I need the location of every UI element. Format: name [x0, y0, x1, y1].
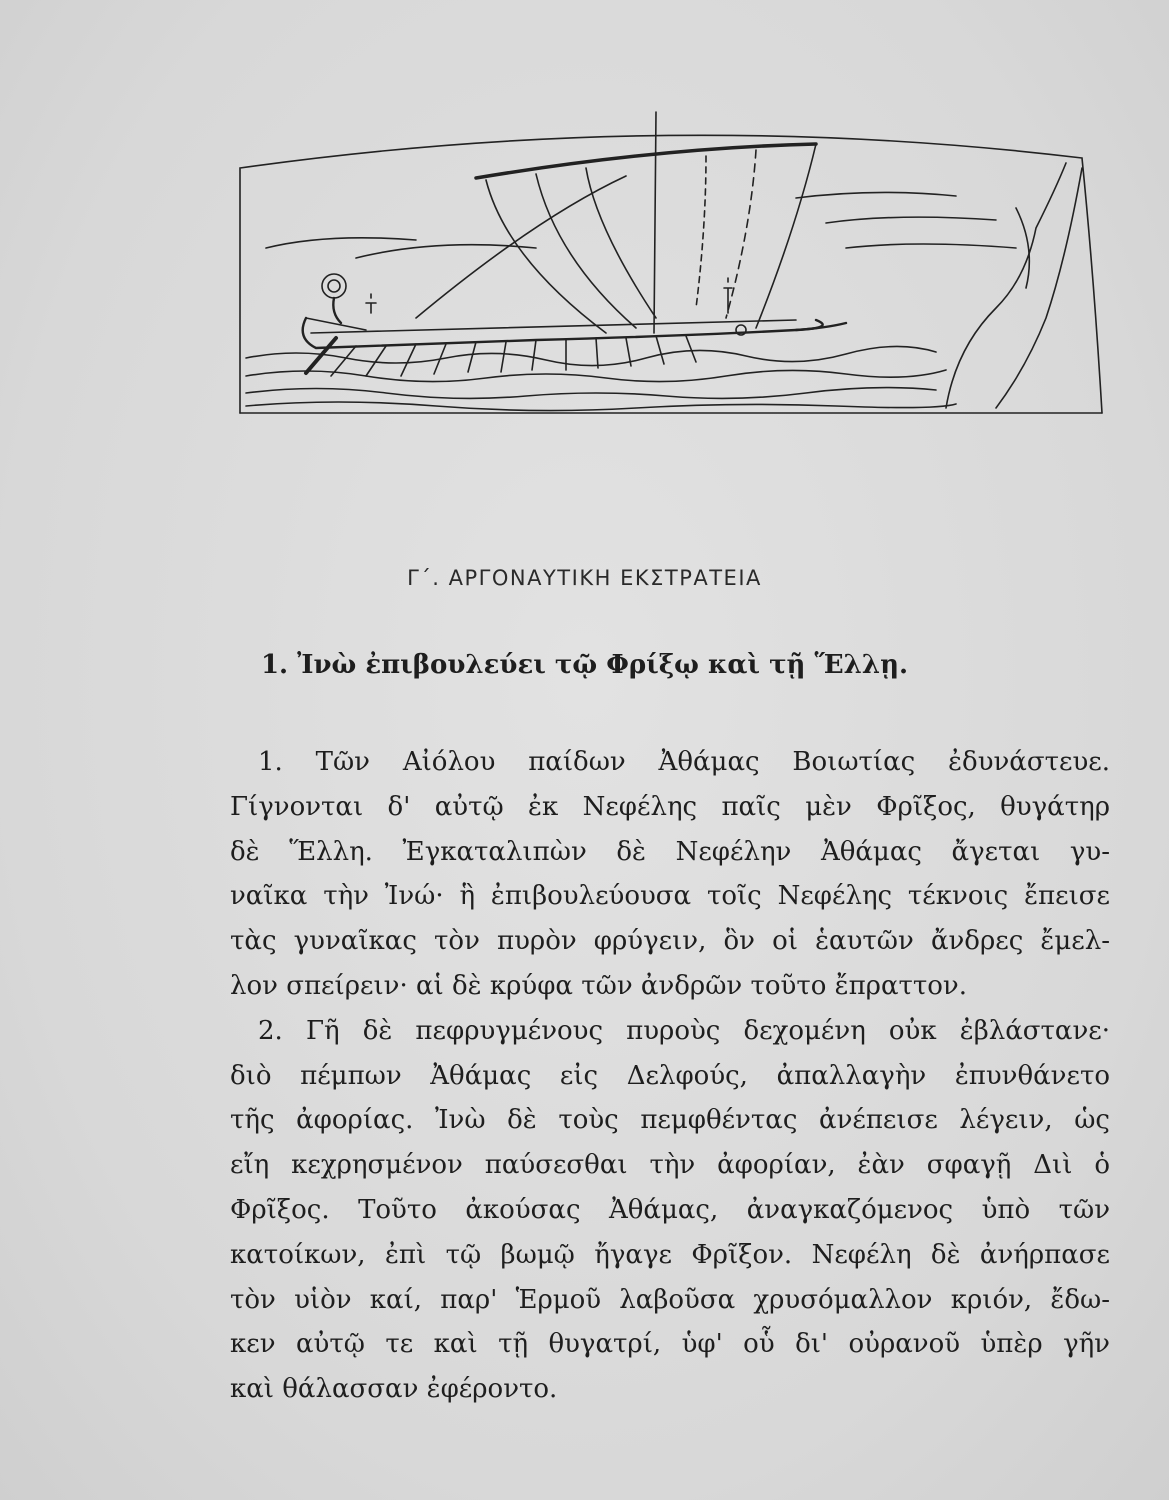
text-line: 2. Γῆ δὲ πεφρυγμένους πυροὺς δεχομένη οὐκ ἐβλάστανε·: [258, 1015, 1110, 1046]
text-line: Γίγνονται δ' αὐτῷ ἐκ Νεφέλης παῖς μὲν Φρῖξος, θυγάτηρ: [230, 791, 1110, 822]
text-line: κεν αὐτῷ τε καὶ τῇ θυγατρί, ὑφ' οὗ δι' οὐρανοῦ ὑπὲρ γῆν: [230, 1329, 1110, 1360]
text-line: Φρῖξος. Τοῦτο ἀκούσας Ἀθάμας, ἀναγκαζόμενος ὑπὸ τῶν: [230, 1194, 1110, 1225]
greek-ship-icon: [236, 108, 1106, 433]
text-line: δὲ Ἕλλη. Ἐγκαταλιπὼν δὲ Νεφέλην Ἀθάμας ἄγεται γυ-: [230, 836, 1110, 867]
text-line: 1. Τῶν Αἰόλου παίδων Ἀθάμας Βοιωτίας ἐδυνάστευε.: [258, 747, 1110, 777]
section-heading: 1. Ἰνὼ ἐπιβουλεύει τῷ Φρίξῳ καὶ τῇ Ἕλλῃ.: [260, 650, 909, 680]
text-line: καὶ θάλασσαν ἐφέροντο.: [230, 1374, 558, 1405]
text-line: διὸ πέμπων Ἀθάμας εἰς Δελφούς, ἀπαλλαγὴν ἐπυνθάνετο: [230, 1060, 1110, 1091]
text-line: ναῖκα τὴν Ἰνώ· ἣ ἐπιβουλεύουσα τοῖς Νεφέλης τέκνοις ἔπεισε: [230, 881, 1110, 912]
text-line: εἴη κεχρησμένον παύσεσθαι τὴν ἀφορίαν, ἐὰν σφαγῇ Διὶ ὁ: [230, 1150, 1110, 1181]
text-line: κατοίκων, ἐπὶ τῷ βωμῷ ἤγαγε Φρῖξον. Νεφέλη δὲ ἀνήρπασε: [230, 1239, 1110, 1270]
text-line: λον σπείρειν· αἱ δὲ κρύφα τῶν ἀνδρῶν τοῦτο ἔπραττον.: [230, 970, 967, 1001]
chapter-title: Γ΄. ΑΡΓΟΝΑΥΤΙΚΗ ΕΚΣΤΡΑΤΕΙΑ: [407, 566, 762, 590]
text-line: τὸν υἱὸν καί, παρ' Ἑρμοῦ λαβοῦσα χρυσόμαλλον κριόν, ἔδω-: [230, 1284, 1110, 1315]
text-line: τὰς γυναῖκας τὸν πυρὸν φρύγειν, ὃν οἱ ἑαυτῶν ἄνδρες ἔμελ-: [230, 926, 1110, 957]
text-line: τῆς ἀφορίας. Ἰνὼ δὲ τοὺς πεμφθέντας ἀνέπεισε λέγειν, ὡς: [230, 1105, 1110, 1136]
body-text: [230, 740, 1110, 1412]
